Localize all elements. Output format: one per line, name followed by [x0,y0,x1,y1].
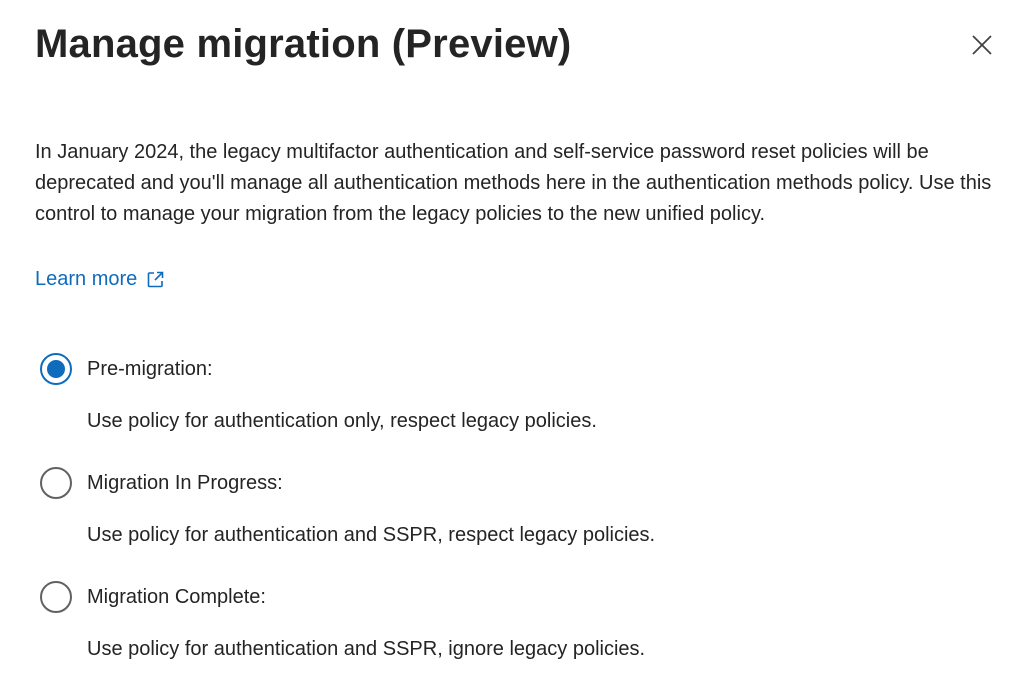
learn-more-link[interactable] [35,264,164,294]
page-title: Manage migration (Preview) [35,22,572,66]
option-label: Migration In Progress: [87,472,283,494]
radio-button-unchecked[interactable] [40,467,72,499]
option-description: Use policy for authentication and SSPR, respect legacy policies. [87,524,656,546]
option-label: Pre-migration: [87,358,213,380]
radio-button-unchecked[interactable] [40,581,72,613]
close-icon [971,34,993,56]
option-migration-complete [40,576,940,660]
option-label: Migration Complete: [87,586,266,608]
learn-more-label: Learn more [35,268,138,290]
external-link-icon [147,271,164,288]
option-description: Use policy for authentication only, respect legacy policies. [87,410,597,432]
migration-description: In January 2024, the legacy multifactor authentication and self-service password reset policies will be deprecated and you'll manage all authentication methods here in the authentication methods policy. Use this control to manage your migration from the legacy policies to the new unified policy. [35,141,992,225]
option-description: Use policy for authentication and SSPR, ignore legacy policies. [87,638,646,660]
radio-migration-in-progress[interactable] [40,462,940,504]
close-button[interactable] [962,25,1002,65]
option-migration-in-progress [40,462,940,546]
radio-button-checked[interactable] [40,353,72,385]
radio-pre-migration[interactable] [40,348,940,390]
radio-migration-complete[interactable] [40,576,940,618]
radio-selected-dot [47,360,65,378]
option-pre-migration [40,348,940,432]
